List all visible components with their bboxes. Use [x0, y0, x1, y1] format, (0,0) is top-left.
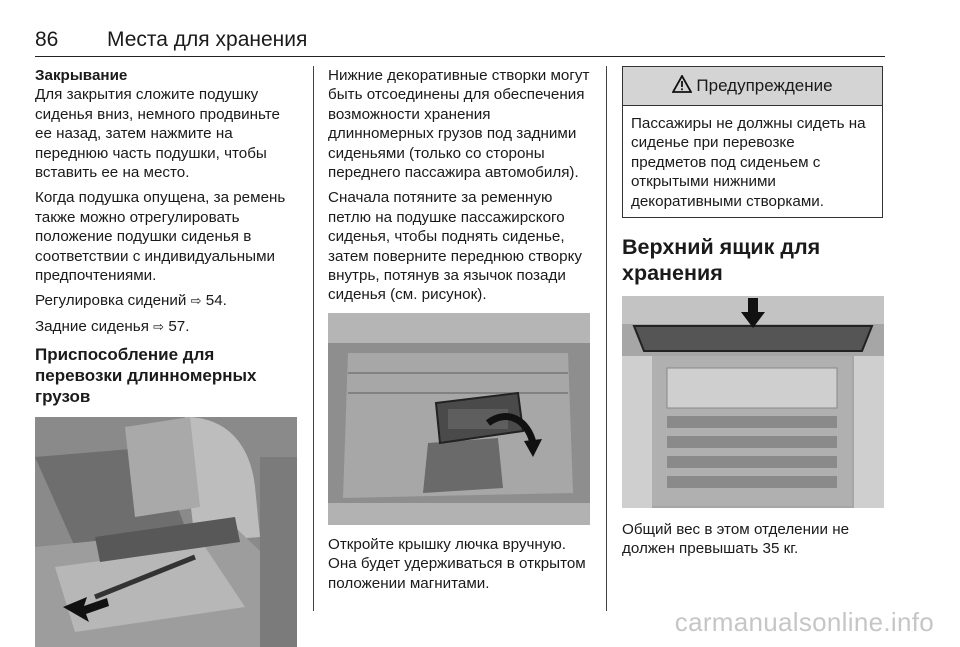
- warning-box: [622, 66, 883, 218]
- reference-text: Задние сиденья: [35, 317, 149, 335]
- watermark: carmanualsonline.info: [674, 607, 934, 637]
- open-flap-instruction: Сначала потяните за ременную петлю на подушке пассажирского сиденья, чтобы поднять сиденье, затем поверните переднюю створку внутрь, потянув за язычок позади сиденья (см. рисунок).: [328, 189, 582, 304]
- xref-arrow-icon: ⇨: [190, 293, 202, 309]
- column-1: [35, 66, 297, 647]
- reference-text: Регулировка сидений: [35, 292, 187, 310]
- column-divider-2: [606, 66, 607, 611]
- running-title: Места для хранения: [107, 28, 308, 51]
- belt-adjust-paragraph: Когда подушка опущена, за ремень также можно отрегулировать положение подушки сиденья в соответствии с индивидуальными предпочтениями.: [35, 189, 286, 285]
- page-number: 86: [35, 28, 59, 51]
- warning-title: Предупреждение: [696, 76, 833, 96]
- seat-cushion-figure: [35, 417, 297, 647]
- reference-page[interactable]: 57.: [168, 317, 190, 335]
- column-divider-1: [313, 66, 314, 611]
- storage-flap-figure: [328, 313, 590, 525]
- seat-adjust-reference: [35, 291, 297, 310]
- xref-arrow-icon: ⇨: [153, 318, 165, 334]
- lower-flaps-paragraph: Нижние декоративные створки могут быть отсоединены для обеспечения возможности хранения длинномерных грузов под задними сиденьями (только со стороны переднего пассажира автомобиля).: [328, 67, 590, 182]
- warning-text: Пассажиры не должны сидеть на сиденье при перевозке предметов под сиденьем с открытыми нижними декоративными створками.: [631, 115, 866, 210]
- page-header: [35, 22, 885, 57]
- warning-header: [623, 67, 882, 106]
- open-hatch-paragraph: Откройте крышку лючка вручную. Она будет удерживаться в открытом положении магнитами.: [328, 535, 586, 592]
- warning-triangle-icon: [672, 75, 692, 97]
- column-3: [622, 66, 884, 565]
- long-cargo-heading: Приспособление для перевозки длинномерных грузов: [35, 345, 257, 407]
- upper-storage-figure: [622, 296, 884, 508]
- rear-seats-reference: [35, 317, 297, 336]
- reference-page[interactable]: 54.: [205, 292, 227, 310]
- column-2: [328, 66, 592, 599]
- closing-heading: Закрывание: [35, 67, 128, 84]
- upper-storage-heading: Верхний ящик для хранения: [622, 235, 821, 286]
- weight-limit-paragraph: Общий вес в этом отделении не должен превышать 35 кг.: [622, 521, 850, 558]
- closing-paragraph: Для закрытия сложите подушку сиденья вниз, немного продвиньте ее назад, затем нажмите на переднюю часть подушки, чтобы вставить ее на место.: [35, 86, 280, 182]
